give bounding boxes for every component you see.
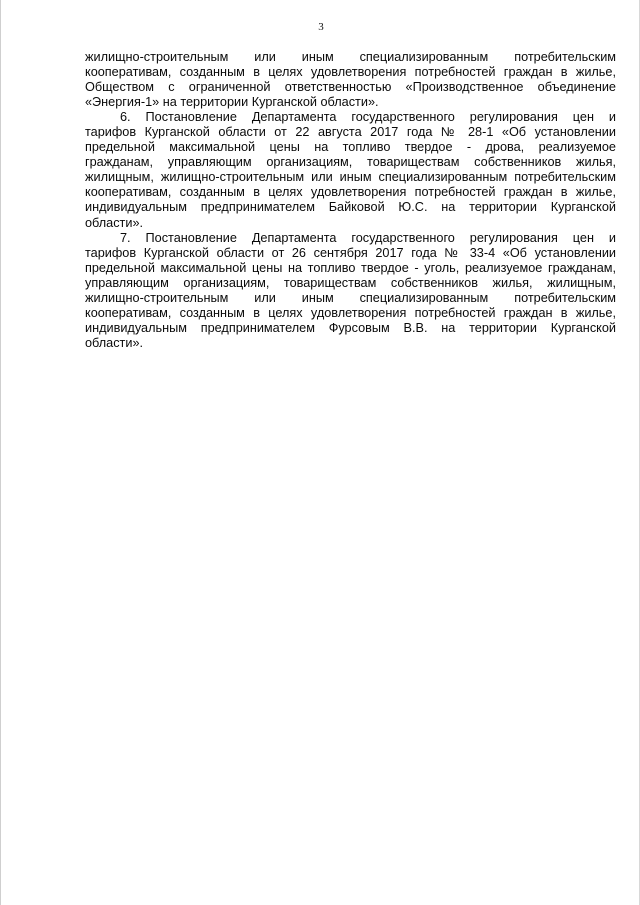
text-line: «Энергия-1» на территории Курганской области».	[85, 95, 379, 110]
text-line: кооперативам, созданным в целях удовлетворения потребностей граждан в жилье,	[85, 305, 616, 320]
text-line: области».	[85, 215, 144, 230]
paragraph-item-6	[85, 110, 616, 230]
document-body	[85, 50, 616, 351]
text-line: жилищно-строительным или иным специализированным потребительским	[85, 290, 616, 305]
paragraph-continuation	[85, 50, 616, 110]
text-line: 7. Постановление Департамента государственного регулирования цен и	[120, 230, 616, 245]
text-line: индивидуальным предпринимателем Фурсовым В.В. на территории Курганской	[85, 320, 616, 335]
text-line: индивидуальным предпринимателем Байковой Ю.С. на территории Курганской	[85, 200, 616, 215]
paragraph-item-7	[85, 231, 616, 351]
text-line: предельной максимальной цены на топливо твердое - уголь, реализуемое гражданам,	[85, 260, 616, 275]
page-number: 3	[318, 21, 324, 33]
text-line: области».	[85, 335, 144, 350]
text-line: кооперативам, созданным в целях удовлетворения потребностей граждан в жилье,	[85, 65, 616, 80]
text-line: жилищно-строительным или иным специализированным потребительским	[85, 50, 616, 64]
text-line: тарифов Курганской области от 22 августа 2017 года № 28-1 «Об установлении	[85, 125, 616, 140]
text-line: жилищным, жилищно-строительным или иным специализированным потребительским	[85, 170, 616, 185]
text-line: 6. Постановление Департамента государственного регулирования цен и	[120, 110, 616, 125]
text-line: гражданам, управляющим организациям, товариществам собственников жилья,	[85, 155, 616, 170]
text-line: управляющим организациям, товариществам собственников жилья, жилищным,	[85, 275, 616, 290]
text-line: Обществом с ограниченной ответственностью «Производственное объединение	[85, 80, 616, 95]
text-line: тарифов Курганской области от 26 сентября 2017 года № 33-4 «Об установлении	[85, 245, 616, 260]
text-line: кооперативам, созданным в целях удовлетворения потребностей граждан в жилье,	[85, 185, 616, 200]
text-line: предельной максимальной цены на топливо твердое - дрова, реализуемое	[85, 140, 616, 155]
